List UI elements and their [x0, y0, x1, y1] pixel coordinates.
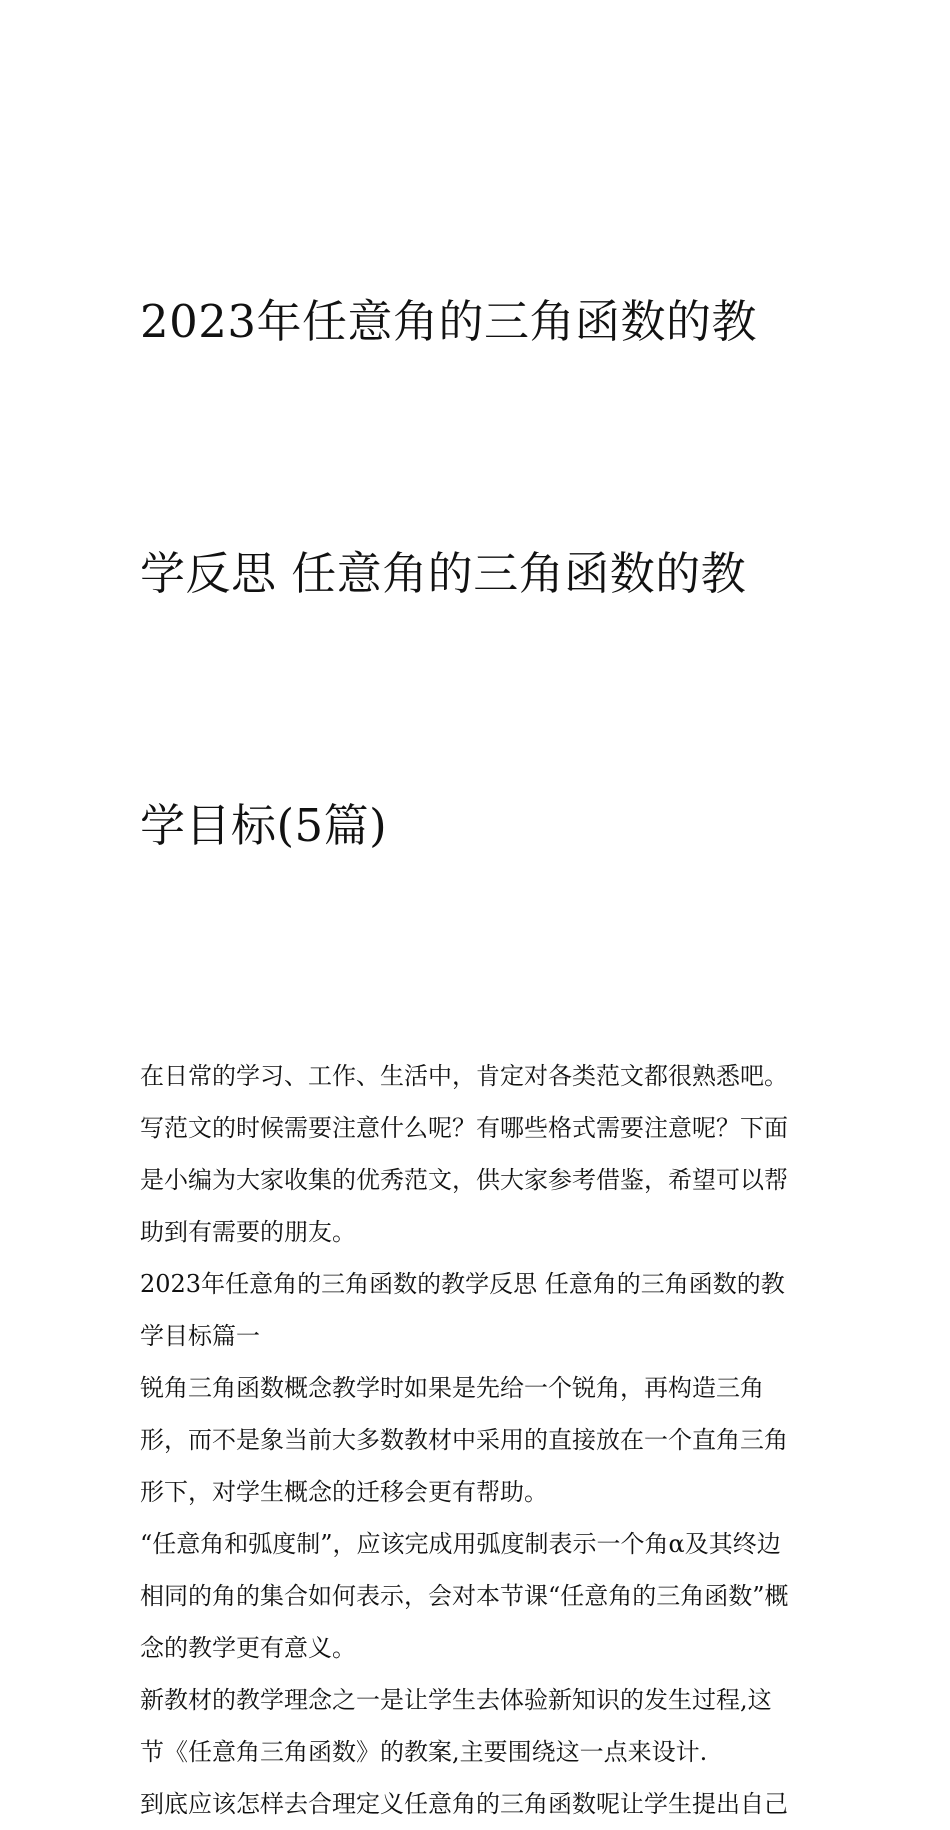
- text-line: 相同的角的集合如何表示，会对本节课“任意角的三角函数”概: [140, 1582, 789, 1610]
- text-line: 念的教学更有意义。: [140, 1634, 356, 1662]
- text-line: 助到有需要的朋友。: [140, 1218, 356, 1246]
- text-line: 到底应该怎样去合理定义任意角的三角函数呢让学生提出自己: [140, 1790, 788, 1818]
- intro-paragraph: [140, 1050, 812, 1258]
- text-line: 学目标篇一: [140, 1322, 260, 1350]
- text-line: 新教材的教学理念之一是让学生去体验新知识的发生过程,这: [140, 1686, 772, 1714]
- title-line: 学目标(5篇): [140, 799, 388, 852]
- document-page: [140, 112, 812, 1830]
- document-title: [140, 112, 812, 1036]
- text-line: 写范文的时候需要注意什么呢？有哪些格式需要注意呢？下面: [140, 1114, 788, 1142]
- text-line: “任意角和弧度制”，应该完成用弧度制表示一个角α及其终边: [140, 1530, 781, 1558]
- text-line: 形下，对学生概念的迁移会更有帮助。: [140, 1478, 548, 1506]
- text-line: 是小编为大家收集的优秀范文，供大家参考借鉴，希望可以帮: [140, 1166, 788, 1194]
- body-paragraph: [140, 1674, 812, 1778]
- text-line: 2023年任意角的三角函数的教学反思 任意角的三角函数的教: [140, 1270, 785, 1298]
- text-line: 节《任意角三角函数》的教案,主要围绕这一点来设计.: [140, 1738, 708, 1766]
- section-heading: [140, 1258, 812, 1362]
- title-line: 学反思 任意角的三角函数的教: [140, 547, 747, 600]
- title-line: 2023年任意角的三角函数的教: [140, 295, 758, 348]
- body-paragraph: [140, 1362, 812, 1518]
- body-paragraph: [140, 1518, 812, 1674]
- text-line: 在日常的学习、工作、生活中，肯定对各类范文都很熟悉吧。: [140, 1062, 788, 1090]
- body-paragraph: [140, 1778, 812, 1830]
- text-line: 形，而不是象当前大多数教材中采用的直接放在一个直角三角: [140, 1426, 788, 1454]
- text-line: 锐角三角函数概念教学时如果是先给一个锐角，再构造三角: [140, 1374, 764, 1402]
